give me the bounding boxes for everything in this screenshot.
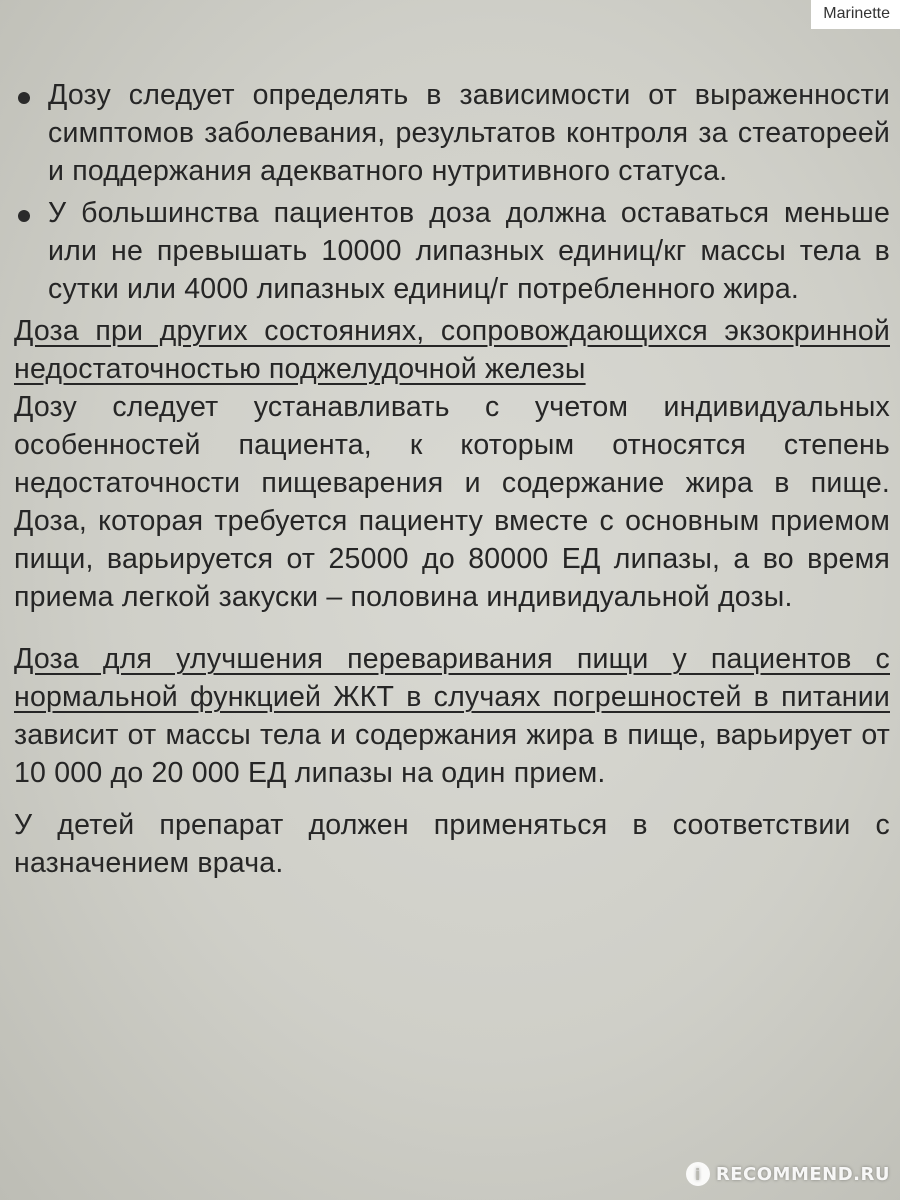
site-logo (686, 1162, 890, 1186)
section-body: Дозу следует устанавливать с учетом индивидуальных особенностей пациента, к которым относятся степень недостаточности пищеварения и содержание жира в пище. Доза, которая требуется пациенту вместе с основным приемом пищи, варьируется от 25000 до 80000 ЕД липазы, а во время приема легкой закуски – половина индивидуальной дозы. (14, 391, 890, 613)
logo-text: RECOMMEND.RU (715, 1163, 890, 1185)
instruction-text (14, 76, 890, 882)
section-heading: Доза для улучшения переваривания пищи у пациентов с нормальной функцией ЖКТ в случаях погрешностей в питании (14, 643, 890, 713)
section-heading: Доза при других состояниях, сопровождающихся экзокринной недостаточностью поджелудочной железы (14, 315, 890, 385)
bullet-text: Дозу следует определять в зависимости от выраженности симптомов заболевания, результатов контроля за стеатореей и поддержания адекватного нутритивного статуса. (48, 79, 890, 187)
section-paragraph (14, 640, 890, 792)
author-watermark: Marinette (811, 0, 900, 29)
children-note: У детей препарат должен применяться в соответствии с назначением врача. (14, 809, 890, 879)
bullet-text: У большинства пациентов доза должна оставаться меньше или не превышать 10000 липазных единиц/кг массы тела в сутки или 4000 липазных единиц/г потребленного жира. (48, 197, 890, 305)
section-body: зависит от массы тела и содержания жира в пище, варьирует от 10 000 до 20 000 ЕД липазы на один прием. (14, 719, 890, 789)
recommend-logo-icon: i (686, 1162, 710, 1186)
list-item (14, 194, 890, 308)
bullet-icon (18, 92, 30, 104)
bullet-icon (18, 210, 30, 222)
list-item (14, 76, 890, 190)
